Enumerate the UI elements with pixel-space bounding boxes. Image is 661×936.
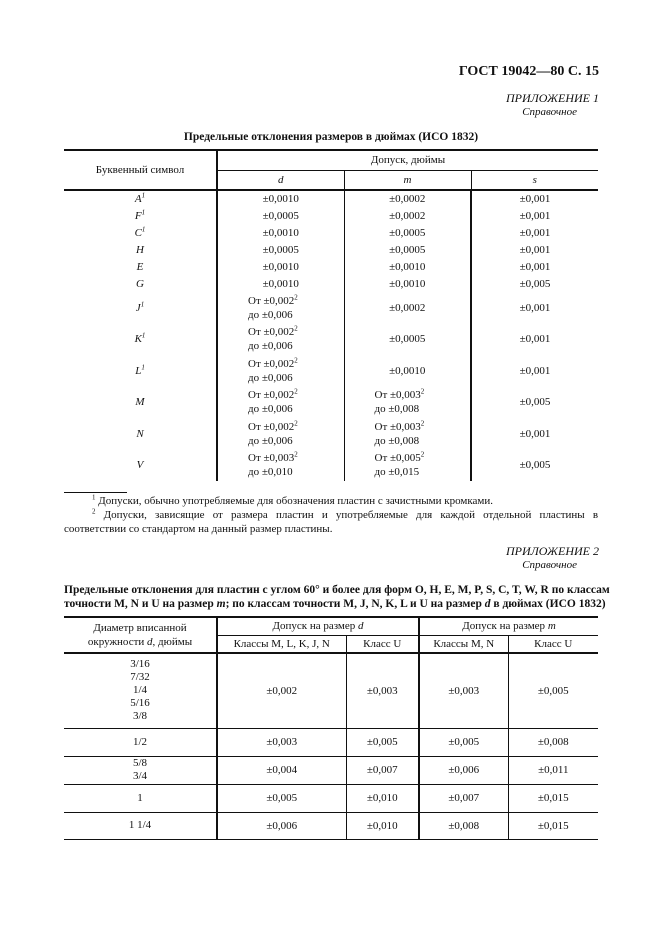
table-row bbox=[64, 387, 598, 419]
table-row bbox=[64, 190, 598, 207]
symbol-cell: $C^1$ bbox=[134, 224, 146, 239]
value-cell: ±0,008 bbox=[419, 812, 508, 839]
value-cell: ±0,003 bbox=[217, 728, 346, 756]
col-group: Допуск, дюймы bbox=[217, 150, 598, 170]
table-row bbox=[64, 258, 598, 275]
appendix-2-title: ПРИЛОЖЕНИЕ 2 bbox=[506, 544, 599, 558]
symbol-cell: $A^1$ bbox=[134, 191, 146, 205]
value-cell: ±0,007 bbox=[346, 756, 419, 784]
m-cell: ±0,0005 bbox=[344, 324, 471, 356]
appendix-1-title: ПРИЛОЖЕНИЕ 1 bbox=[506, 91, 599, 105]
col-symbol: Буквенный символ bbox=[64, 150, 217, 190]
appendix-1-note: Справочное bbox=[522, 106, 577, 118]
m-cell: ±0,0010 bbox=[344, 258, 471, 275]
value-cell: ±0,003 bbox=[419, 653, 508, 728]
table-row bbox=[64, 756, 598, 784]
value-cell: ±0,005 bbox=[508, 653, 598, 728]
d-cell: От $\pm 0,002^2$ до ±0,006 bbox=[217, 292, 344, 324]
value-cell: ±0,015 bbox=[508, 812, 598, 839]
s-cell: ±0,001 bbox=[471, 292, 598, 324]
s-cell: ±0,005 bbox=[471, 275, 598, 292]
value-cell: ±0,010 bbox=[346, 812, 419, 839]
s-cell: ±0,001 bbox=[471, 324, 598, 356]
diameter-cell: 5/8 3/4 bbox=[132, 757, 148, 782]
m-cell: ±0,0002 bbox=[344, 207, 471, 224]
group-m: Допуск на размер m bbox=[419, 617, 598, 635]
value-cell: ±0,005 bbox=[346, 728, 419, 756]
table-row bbox=[64, 812, 598, 839]
footnote-1: $^1$ Допуски, обычно употребляемые для обозначения пластин с зачистными кромками. bbox=[92, 493, 494, 507]
sub-col-m-u: Класс U bbox=[508, 635, 598, 653]
d-cell: От $\pm 0,002^2$ до ±0,006 bbox=[217, 418, 344, 450]
appendix-1 bbox=[479, 91, 599, 119]
table-row bbox=[64, 275, 598, 292]
table-row bbox=[64, 224, 598, 241]
value-cell: ±0,002 bbox=[217, 653, 346, 728]
value-cell: ±0,007 bbox=[419, 784, 508, 812]
symbol-cell: M bbox=[135, 396, 145, 409]
col-d: d bbox=[217, 170, 344, 190]
value-cell: ±0,005 bbox=[419, 728, 508, 756]
m-cell: От $\pm 0,003^2$ до ±0,008 bbox=[344, 418, 471, 450]
diameter-cell: 1 bbox=[137, 791, 143, 804]
m-cell: ±0,0005 bbox=[344, 241, 471, 258]
value-cell: ±0,003 bbox=[346, 653, 419, 728]
table-row bbox=[64, 418, 598, 450]
s-cell: ±0,001 bbox=[471, 207, 598, 224]
s-cell: ±0,001 bbox=[471, 258, 598, 275]
symbol-cell: H bbox=[136, 243, 144, 256]
table-row bbox=[64, 292, 598, 324]
d-cell: ±0,0005 bbox=[217, 207, 344, 224]
value-cell: ±0,004 bbox=[217, 756, 346, 784]
s-cell: ±0,001 bbox=[471, 418, 598, 450]
group-d: Допуск на размер d bbox=[217, 617, 419, 635]
table-1 bbox=[64, 149, 598, 481]
value-cell: ±0,008 bbox=[508, 728, 598, 756]
d-cell: ±0,0005 bbox=[217, 241, 344, 258]
value-cell: ±0,006 bbox=[217, 812, 346, 839]
d-cell: От $\pm 0,003^2$ до ±0,010 bbox=[217, 450, 344, 482]
symbol-cell: G bbox=[136, 277, 144, 290]
value-cell: ±0,010 bbox=[346, 784, 419, 812]
m-cell: ±0,0010 bbox=[344, 275, 471, 292]
symbol-cell: $J^1$ bbox=[135, 300, 145, 314]
table-row bbox=[64, 728, 598, 756]
col-m: m bbox=[344, 170, 471, 190]
symbol-cell: $L^1$ bbox=[135, 363, 145, 377]
table-1-title: Предельные отклонения размеров в дюймах (ИСО 1832) bbox=[183, 131, 479, 143]
table-row bbox=[64, 653, 598, 728]
m-cell: От $\pm 0,005^2$ до ±0,015 bbox=[344, 450, 471, 482]
table-row bbox=[64, 241, 598, 258]
sub-col-m-mn: Классы M, N bbox=[419, 635, 508, 653]
d-cell: От $\pm 0,002^2$ до ±0,006 bbox=[217, 324, 344, 356]
s-cell: ±0,001 bbox=[471, 241, 598, 258]
d-cell: ±0,0010 bbox=[217, 190, 344, 207]
s-cell: ±0,005 bbox=[471, 387, 598, 419]
table-row bbox=[64, 207, 598, 224]
sub-col-d-mlkjn: Классы M, L, K, J, N bbox=[217, 635, 346, 653]
sub-col-d-u: Класс U bbox=[346, 635, 419, 653]
table-row bbox=[64, 355, 598, 387]
symbol-cell: $F^1$ bbox=[134, 207, 146, 222]
col-diameter: Диаметр вписанной окружности d, дюймы bbox=[64, 617, 217, 653]
table-2-section bbox=[64, 583, 610, 840]
value-cell: ±0,006 bbox=[419, 756, 508, 784]
m-cell: ±0,0002 bbox=[344, 190, 471, 207]
symbol-cell: $K^1$ bbox=[134, 331, 146, 346]
d-cell: ±0,0010 bbox=[217, 275, 344, 292]
diameter-cell: 1 1/4 bbox=[128, 819, 152, 831]
page-header: ГОСТ 19042—80 С. 15 bbox=[458, 64, 599, 79]
diameter-cell: 1/2 bbox=[132, 735, 148, 748]
s-cell: ±0,001 bbox=[471, 224, 598, 241]
footnotes bbox=[64, 494, 598, 536]
table-row bbox=[64, 324, 598, 356]
col-s: s bbox=[471, 170, 598, 190]
value-cell: ±0,005 bbox=[217, 784, 346, 812]
table-2-title-line-1: Предельные отклонения для пластин с углом 60° и более для форм O, H, E, M, P, S, C, T, W, R по классам bbox=[64, 584, 610, 596]
s-cell: ±0,001 bbox=[471, 190, 598, 207]
symbol-cell: E bbox=[136, 260, 144, 273]
value-cell: ±0,015 bbox=[508, 784, 598, 812]
d-cell: От $\pm 0,002^2$ до ±0,006 bbox=[217, 387, 344, 419]
table-2-title-line-2: точности M, N и U на размер m; по классам точности M, J, N, K, L и U на размер d в дюймах (ИСО 1832) bbox=[64, 598, 606, 610]
table-2 bbox=[64, 616, 598, 840]
m-cell: ±0,0002 bbox=[344, 292, 471, 324]
table-row bbox=[64, 450, 598, 482]
table-row bbox=[64, 784, 598, 812]
appendix-2 bbox=[479, 544, 599, 572]
symbol-cell: V bbox=[136, 459, 144, 472]
d-cell: ±0,0010 bbox=[217, 224, 344, 241]
d-cell: ±0,0010 bbox=[217, 258, 344, 275]
s-cell: ±0,001 bbox=[471, 355, 598, 387]
appendix-2-note: Справочное bbox=[522, 559, 577, 571]
footnote-2: $^2$ Допуски, зависящие от размера пластин и употребляемые для каждой отдельной пластины в соответствии со стандартом на данный размер пластины. bbox=[64, 507, 599, 535]
m-cell: ±0,0005 bbox=[344, 224, 471, 241]
d-cell: От $\pm 0,002^2$ до ±0,006 bbox=[217, 355, 344, 387]
diameter-cell: 3/16 7/32 1/4 5/16 3/8 bbox=[130, 658, 150, 723]
symbol-cell: N bbox=[136, 427, 144, 440]
value-cell: ±0,011 bbox=[508, 756, 598, 784]
m-cell: ±0,0010 bbox=[344, 355, 471, 387]
m-cell: От $\pm 0,003^2$ до ±0,008 bbox=[344, 387, 471, 419]
s-cell: ±0,005 bbox=[471, 450, 598, 482]
